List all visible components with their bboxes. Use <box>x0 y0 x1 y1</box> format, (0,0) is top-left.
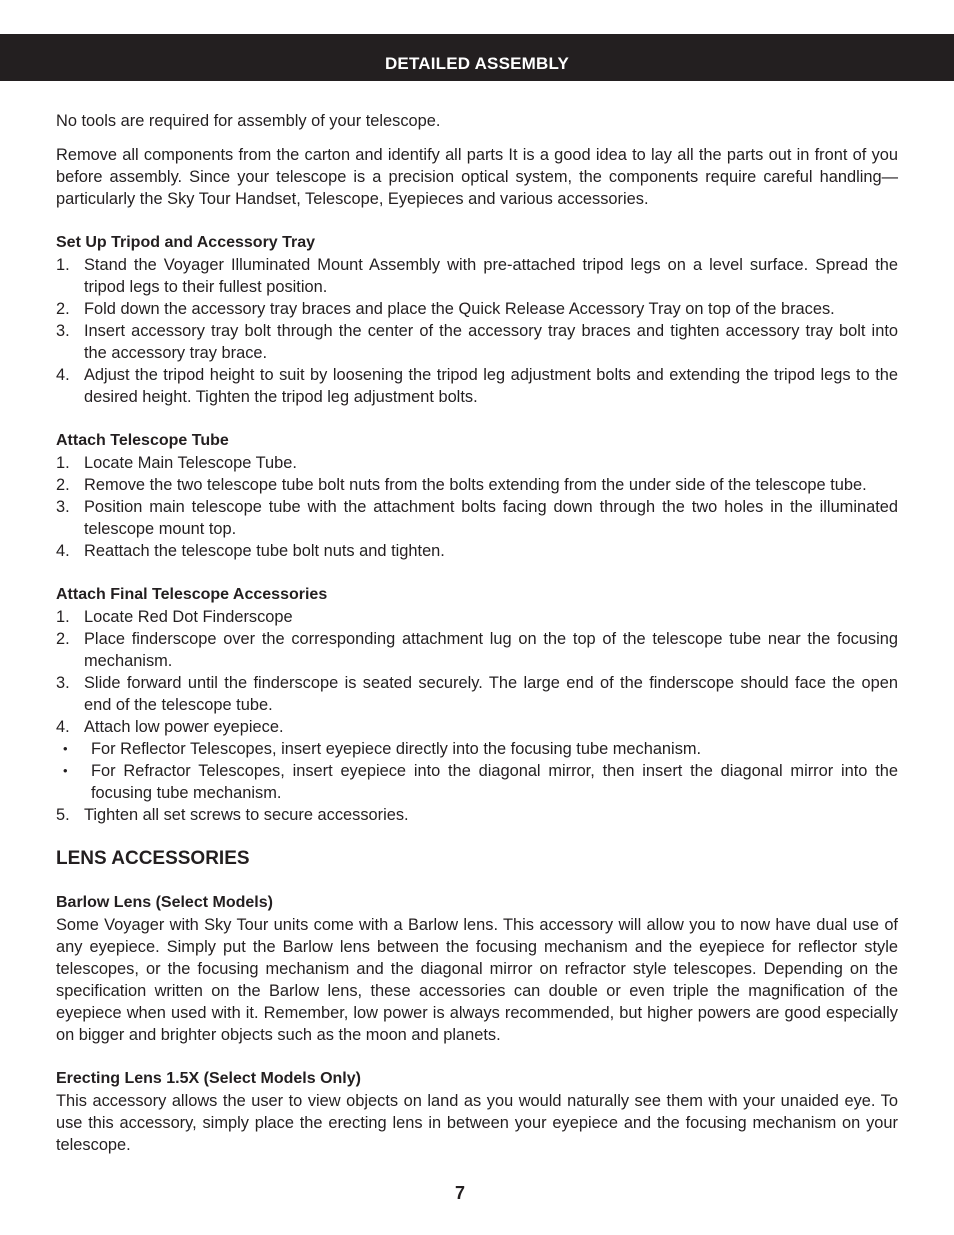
tube-heading: Attach Telescope Tube <box>56 432 229 449</box>
step-text: Locate Red Dot Finderscope <box>84 608 293 626</box>
erecting-paragraph: This accessory allows the user to view objects on land as you would naturally see them with your unaided eye. To use this accessory, simply place the erecting lens in between your eyepiece and the focusing mechanism on your telescope. <box>56 1092 898 1154</box>
list-item <box>56 606 898 628</box>
bullet-icon: • <box>63 741 68 756</box>
page-number: 7 <box>454 1183 465 1203</box>
intro-paragraph-1: No tools are required for assembly of your telescope. <box>56 112 441 130</box>
list-item <box>56 452 898 474</box>
lens-accessories-title: LENS ACCESSORIES <box>56 848 250 869</box>
step-text: Insert accessory tray bolt through the center of the accessory tray braces and tighten accessory tray bolt into the accessory tray brace. <box>84 322 898 362</box>
step-text: Reattach the telescope tube bolt nuts and tighten. <box>84 542 445 560</box>
step-text: Position main telescope tube with the attachment bolts facing down through the two holes in the illuminated telescope mount top. <box>84 498 898 538</box>
list-item <box>56 496 898 540</box>
step-text: Locate Main Telescope Tube. <box>84 454 297 472</box>
tube-steps <box>56 452 898 562</box>
step-number: 4. <box>56 542 70 560</box>
eyepiece-bullets <box>56 738 898 804</box>
list-item <box>56 540 898 562</box>
tripod-heading: Set Up Tripod and Accessory Tray <box>56 234 316 251</box>
step-number: 2. <box>56 476 70 494</box>
barlow-heading: Barlow Lens (Select Models) <box>56 894 273 911</box>
step-number: 4. <box>56 718 70 736</box>
step-number: 2. <box>56 300 70 318</box>
bullet-icon: • <box>63 763 68 778</box>
list-item <box>56 364 898 408</box>
section-title: DETAILED ASSEMBLY <box>384 53 570 73</box>
section-header-bar <box>0 34 954 81</box>
final-accessories-heading: Attach Final Telescope Accessories <box>56 586 328 603</box>
bullet-item <box>56 738 898 760</box>
bullet-text: For Refractor Telescopes, insert eyepiece into the diagonal mirror, then insert the diagonal mirror into the focusing tube mechanism. <box>91 762 898 802</box>
step-number: 1. <box>56 608 70 626</box>
list-item <box>56 628 898 672</box>
step-text: Slide forward until the finderscope is seated securely. The large end of the finderscope should face the open end of the telescope tube. <box>84 674 898 714</box>
barlow-paragraph: Some Voyager with Sky Tour units come with a Barlow lens. This accessory will allow you to now have dual use of any eyepiece. Simply put the Barlow lens between the focusing mechanism and the eyepiece for reflector style telescopes, or the focusing mechanism and the diagonal mirror on refractor style telescopes. Depending on the specification written on the Barlow lens, these accessories can double or even triple the magnification of the eyepiece when used with it. Remember, low power is always recommended, but higher powers are good especially on bigger and brighter objects such as the moon and planets. <box>56 916 898 1044</box>
list-item <box>56 298 898 320</box>
erecting-heading: Erecting Lens 1.5X (Select Models Only) <box>56 1070 361 1087</box>
step-text: Place finderscope over the corresponding attachment lug on the top of the telescope tube near the focusing mechanism. <box>84 630 898 670</box>
step-number: 3. <box>56 322 70 340</box>
page-content <box>56 110 898 1156</box>
list-item <box>56 254 898 298</box>
step-number: 3. <box>56 674 70 692</box>
step-text: Attach low power eyepiece. <box>84 718 284 736</box>
list-item <box>56 672 898 716</box>
list-item <box>56 474 898 496</box>
intro-paragraph-2: Remove all components from the carton and identify all parts It is a good idea to lay all the parts out in front of you before assembly. Since your telescope is a precision optical system, the components require careful handling—particularly the Sky Tour Handset, Telescope, Eyepieces and various accessories. <box>56 146 898 208</box>
step-text: Adjust the tripod height to suit by loosening the tripod leg adjustment bolts and extending the tripod legs to the desired height. Tighten the tripod leg adjustment bolts. <box>84 366 898 406</box>
step-text: Remove the two telescope tube bolt nuts from the bolts extending from the under side of the telescope tube. <box>84 476 867 494</box>
step-text: Stand the Voyager Illuminated Mount Assembly with pre-attached tripod legs on a level surface. Spread the tripod legs to their fullest position. <box>84 256 898 296</box>
step-text: Fold down the accessory tray braces and place the Quick Release Accessory Tray on top of the braces. <box>84 300 835 318</box>
final-steps <box>56 606 898 738</box>
step-number: 2. <box>56 630 70 648</box>
tripod-steps <box>56 254 898 408</box>
bullet-item <box>56 760 898 804</box>
bullet-text: For Reflector Telescopes, insert eyepiece directly into the focusing tube mechanism. <box>91 740 702 758</box>
final-steps-continued <box>56 804 898 826</box>
step-number: 5. <box>56 806 70 824</box>
list-item <box>56 320 898 364</box>
step-number: 3. <box>56 498 70 516</box>
step-number: 1. <box>56 454 70 472</box>
list-item <box>56 716 898 738</box>
step-number: 4. <box>56 366 70 384</box>
step-number: 1. <box>56 256 70 274</box>
list-item <box>56 804 898 826</box>
step-text: Tighten all set screws to secure accessories. <box>84 806 409 824</box>
